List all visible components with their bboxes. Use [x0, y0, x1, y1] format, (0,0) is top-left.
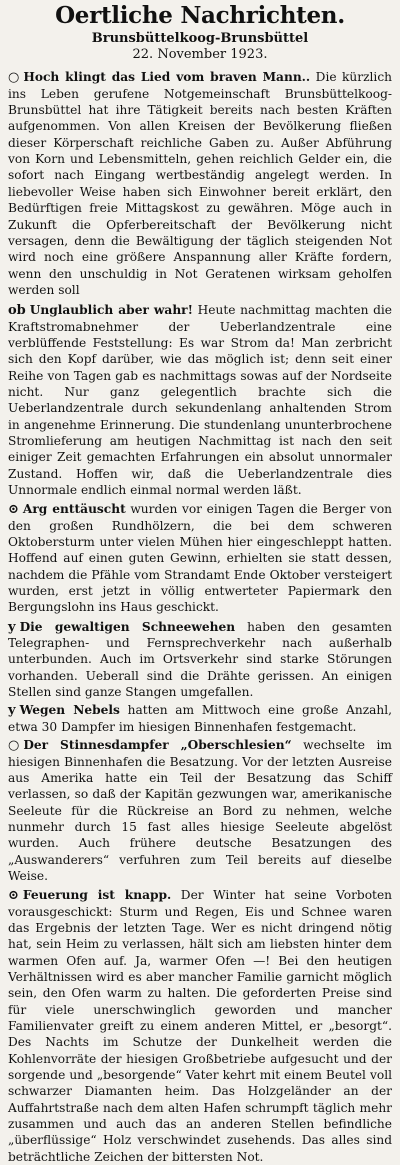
bullet-marker: y: [8, 619, 16, 635]
article-nebel: [8, 702, 392, 735]
bullet-marker: y: [8, 703, 16, 719]
bullet-marker: ⊙: [8, 888, 19, 904]
date-line: 22. November 1923.: [132, 46, 268, 62]
article-arg-enttaeuscht: [8, 501, 392, 615]
article-body: wurden vor einigen Tagen die Berger von den großen Rundhölzern, die bei dem schweren Oktobersturm unter vielen Mühen hier eingeschleppt hatten. Hoffend auf einen guten Gewinn, erhielten sie statt dessen, nachdem die Pfähle vom Strandamt Ende Oktober versteigert wurden, erst jetzt in völlig entwerteter Papiermark den Bergungslohn ins Haus geschickt.: [8, 502, 393, 615]
article-notgemeinschaft: [8, 69, 392, 298]
article-lead: Arg enttäuscht: [22, 502, 126, 517]
article-lead: Der Stinnesdampfer „Oberschlesien“: [23, 738, 292, 753]
bullet-marker: ob: [8, 303, 26, 319]
article-feuerung: [8, 887, 392, 1165]
article-lead: Feuerung ist knapp.: [22, 888, 172, 903]
bullet-marker: ○: [8, 738, 20, 754]
article-body: wechselte im hiesigen Binnenhafen die Besatzung. Vor der letzten Ausreise aus Amerika hatte ein Teil der Besatzung das Schiff verlassen, so daß der Kapitän gezwungen war, amerikanische Seeleute für die Rückreise an Bord zu nehmen, welche nunmehr durch 15 fast alles hiesige Seeleute abgelöst wurden. Auch frühere deutsche Besatzungen des „Auswanderers“ verfuhren zum Teil bereits auf dieselbe Weise.: [8, 738, 392, 883]
article-unglaublich: [8, 302, 392, 498]
article-body: hatten am Mittwoch eine große Anzahl, etwa 30 Dampfer im hiesigen Binnenhafen festgemacht.: [8, 703, 393, 734]
section-headline: Oertliche Nachrichten.: [55, 2, 345, 29]
article-lead: Die gewaltigen Schneewehen: [19, 619, 236, 634]
article-lead: Hoch klingt das Lied vom braven Mann..: [23, 70, 311, 85]
bullet-marker: ⊙: [8, 502, 19, 518]
bullet-marker: ○: [8, 70, 20, 86]
article-oberschlesien: [8, 737, 392, 884]
masthead: [8, 4, 392, 61]
location-line: Brunsbüttelkoog-Brunsbüttel: [91, 31, 309, 47]
article-lead: Unglaublich aber wahr!: [29, 303, 193, 318]
article-body: Heute nachmittag machten die Kraftstromabnehmer der Ueberlandzentrale eine verblüffende Feststellung: Es war Strom da! Man zerbricht sich den Kopf darüber, wie das möglich ist; denn seit einer Reihe von Tagen gab es nachmittags sowas auf der Nordseite nicht. Nur ganz gelegentlich brachte sich die Ueberlandzentrale durch sekundenlang anhaltenden Strom in angenehme Erinnerung. Die stundenlang ununterbrochene Stromlieferung am heutigen Nachmittag ist nach den seit einiger Zeit gemachten Erfahrungen ein absolut unnormaler Zustand. Hoffen wir, daß die Ueberlandzentrale dies Unnormale endlich einmal normal werden läßt.: [8, 303, 393, 498]
article-body: haben den gesamten Telegraphen- und Fernsprechverkehr nach außerhalb unterbunden. Auch im Ortsverkehr sind starke Störungen vorhanden. Ueberall sind die Drähte gerissen. An einigen Stellen sind ganze Stangen umgefallen.: [8, 619, 392, 700]
article-lead: Wegen Nebels: [19, 703, 120, 718]
article-body: Der Winter hat seine Vorboten vorausgeschickt: Sturm und Regen, Eis und Schnee waren das Ergebnis der letzten Tage. Wer es nicht dringend nötig hat, sein Heim zu verlassen, hält sich am liebsten hinter dem warmen Ofen auf. Ja, warmer Ofen —! Bei den heutigen Verhältnissen wird es aber mancher Familie garnicht möglich sein, den Ofen warm zu halten. Die geforderten Preise sind für viele unerschwinglich geworden und mancher Familienvater greift zu einem anderen Mittel, er „besorgt“. Des Nachts im Schutze der Dunkelheit werden die Kohlenvorräte der hiesigen Großbetriebe aufgesucht und der sorgende und „besorgende“ Vater kehrt mit einem Beutel voll schwarzer Diamanten heim. Das Holzgeländer an der Auffahrtstraße nach dem alten Hafen schrumpft täglich mehr zusammen und auch das an anderen Stellen befindliche „überflüssige“ Holz verschwindet zusehends. Das alles sind beträchtliche Zeichen der bittersten Not.: [8, 888, 392, 1164]
article-body: Die kürzlich ins Leben gerufene Notgemeinschaft Brunsbüttelkoog-Brunsbüttel hat ihre Tätigkeit bereits nach besten Kräften aufgenommen. Von allen Kreisen der Bevölkerung fließen dieser Körperschaft reichliche Gaben zu. Außer Abführung von Korn und Lebensmitteln, gehen reichlich Gelder ein, die sofort nach Eingang wertbeständig angelegt werden. In liebevoller Weise haben sich Einwohner bereit erklärt, den Bedürftigen freie Mittagskost zu gewähren. Möge auch in Zukunft die Opferbereitschaft der Bevölkerung nicht versagen, denn die Bewältigung der täglich steigenden Not wird noch eine größere Anspannung aller Kräfte fordern, wenn den unschuldig in Not Geratenen wirksam geholfen werden soll: [8, 70, 393, 297]
article-schneewehen: [8, 619, 392, 701]
